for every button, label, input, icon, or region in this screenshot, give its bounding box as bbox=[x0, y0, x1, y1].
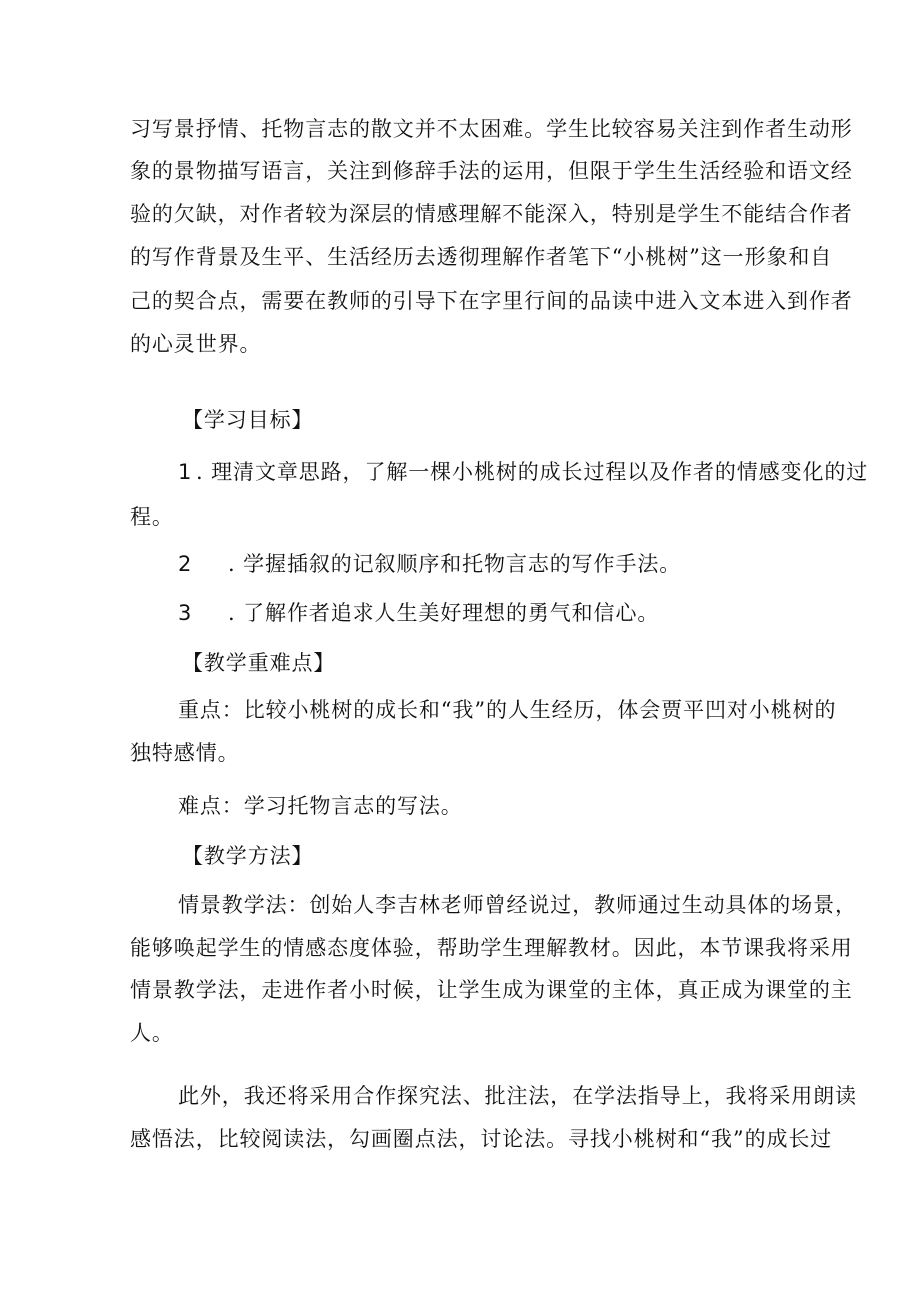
paragraph-line: 象的景物描写语言，关注到修辞手法的运用，但限于学生生活经验和语文经 bbox=[130, 159, 853, 183]
other-methods-line: 此外，我还将采用合作探究法、批注法，在学法指导上，我将采用朗读 bbox=[178, 1084, 857, 1108]
objective-text: . 学握插叙的记叙顺序和托物言志的写作手法。 bbox=[228, 552, 682, 576]
paragraph-line: 的写作背景及生平、生活经历去透彻理解作者笔下“小桃树”这一形象和自 bbox=[130, 245, 833, 269]
focus-text-continued: 独特感情。 bbox=[130, 741, 240, 765]
objective-text: . 了解作者追求人生美好理想的勇气和信心。 bbox=[228, 601, 660, 625]
focus-text: 重点：比较小桃树的成长和“我”的人生经历，体会贾平凹对小桃树的 bbox=[178, 698, 837, 722]
paragraph-line: 验的欠缺，对作者较为深层的情感理解不能深入，特别是学生不能结合作者 bbox=[130, 202, 853, 226]
difficulty-text: 难点：学习托物言志的写法。 bbox=[178, 794, 463, 818]
objective-number: 2 bbox=[178, 552, 193, 576]
situational-method-line: 能够唤起学生的情感态度体验，帮助学生理解教材。因此，本节课我将采用 bbox=[130, 936, 853, 960]
paragraph-line: 的心灵世界。 bbox=[130, 332, 262, 356]
objective-number: 3 bbox=[178, 601, 193, 625]
paragraph-line: 己的契合点，需要在教师的引导下在字里行间的品读中进入文本进入到作者 bbox=[130, 289, 853, 313]
objective-item bbox=[178, 549, 854, 579]
objective-item bbox=[178, 598, 854, 628]
paragraph-line: 习写景抒情、托物言志的散文并不太困难。学生比较容易关注到作者生动形 bbox=[130, 117, 853, 141]
situational-method-line: 情景教学法：创始人李吉林老师曾经说过，教师通过生动具体的场景， bbox=[178, 893, 857, 917]
situational-method-line: 人。 bbox=[130, 1021, 174, 1045]
objective-text-continued: 程。 bbox=[130, 505, 174, 529]
objectives-heading: 【学习目标】 bbox=[182, 408, 314, 432]
objective-item bbox=[178, 457, 869, 487]
key-points-heading: 【教学重难点】 bbox=[182, 651, 336, 675]
situational-method-line: 情景教学法，走进作者小时候，让学生成为课堂的主体，真正成为课堂的主 bbox=[130, 978, 853, 1002]
other-methods-line: 感悟法，比较阅读法，勾画圈点法，讨论法。寻找小桃树和“我”的成长过 bbox=[130, 1127, 833, 1151]
methods-heading: 【教学方法】 bbox=[182, 844, 314, 868]
objective-text: . 理清文章思路，了解一棵小桃树的成长过程以及作者的情感变化的过 bbox=[196, 460, 869, 484]
objective-number: 1 bbox=[178, 460, 193, 484]
